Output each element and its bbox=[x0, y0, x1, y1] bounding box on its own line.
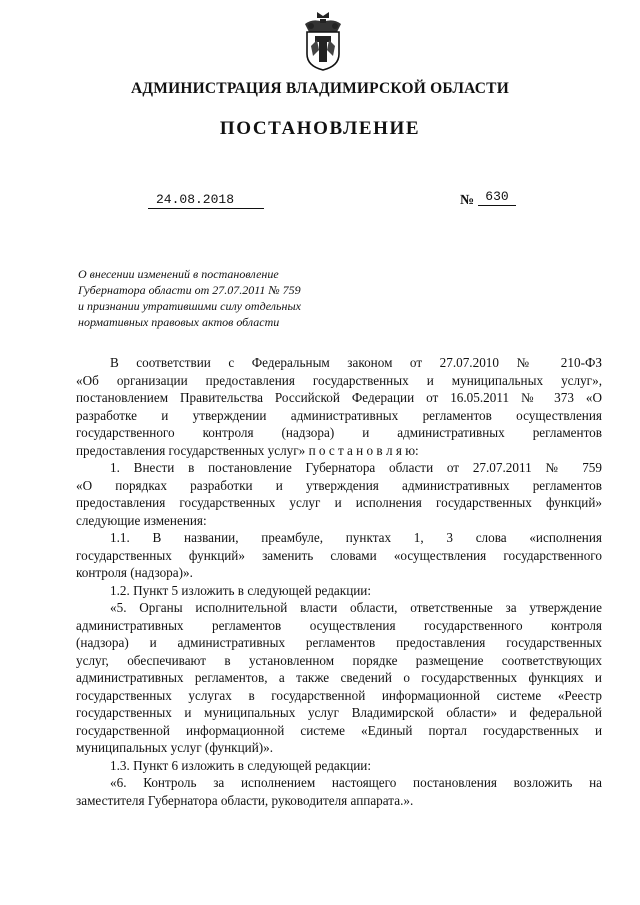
body-line bbox=[76, 442, 602, 460]
subject-line: О внесении изменений в постановление bbox=[78, 267, 279, 281]
document-subject bbox=[78, 266, 338, 330]
body-line: «Об организации предоставления государственных и муниципальных услуг», bbox=[76, 372, 602, 388]
body-line: (надзора) и административных регламентов предоставления государственных bbox=[76, 635, 602, 650]
body-line: административных регламентов, а также сведений о государственных функциях и bbox=[76, 670, 602, 685]
body-line: административных регламентов осуществления государственного контроля bbox=[76, 617, 602, 633]
body-line: предоставления государственных услуг и исполнения государственных функций» bbox=[76, 495, 602, 510]
number-label: № bbox=[460, 193, 475, 208]
body-line: услуг, обеспечивают в установленном порядке размещение соответствующих bbox=[76, 652, 602, 668]
body-line: 1. Внести в постановление Губернатора области от 27.07.2011 № 759 bbox=[110, 460, 602, 475]
body-line: государственных функций» заменить словами «осуществления государственного bbox=[76, 547, 602, 563]
subject-line: нормативных правовых актов области bbox=[78, 315, 280, 329]
body-line: государственных и муниципальных услуг Владимирской области» и федеральной bbox=[76, 705, 602, 720]
coat-of-arms-icon bbox=[301, 10, 345, 72]
body-text: предоставления государственных услуг» bbox=[76, 442, 306, 458]
body-line: 1.2. Пункт 5 изложить в следующей редакции: bbox=[110, 582, 372, 598]
body-line: «5. Органы исполнительной власти области, ответственные за утверждение bbox=[110, 600, 602, 615]
body-line: следующие изменения: bbox=[76, 512, 207, 528]
document-number: 630 bbox=[478, 189, 516, 206]
body-line: 1.1. В названии, преамбуле, пунктах 1, 3 слова «исполнения bbox=[110, 530, 602, 545]
document-body bbox=[76, 354, 602, 809]
body-line: 1.3. Пункт 6 изложить в следующей редакции: bbox=[110, 757, 372, 773]
body-line: «О порядках разработки и утверждения административных регламентов bbox=[76, 477, 602, 493]
body-line: государственного контроля (надзора) и административных регламентов bbox=[76, 425, 602, 440]
document-date: 24.08.2018 bbox=[148, 192, 264, 209]
organization-title: АДМИНИСТРАЦИЯ ВЛАДИМИРСКОЙ ОБЛАСТИ bbox=[131, 80, 509, 97]
subject-line: Губернатора области от 27.07.2011 № 759 bbox=[78, 283, 301, 297]
body-line: контроля (надзора)». bbox=[76, 565, 193, 580]
body-line: государственных услугах в государственной информационной системе «Реестр bbox=[76, 687, 602, 703]
body-line: муниципальных услуг (функций)». bbox=[76, 740, 274, 755]
body-line: «6. Контроль за исполнением настоящего постановления возложить на bbox=[110, 775, 602, 790]
body-line: заместителя Губернатора области, руководителя аппарата.». bbox=[76, 792, 414, 808]
body-line: разработке и утверждении административных регламентов осуществления bbox=[76, 407, 602, 423]
subject-line: и признании утратившими силу отдельных bbox=[78, 299, 301, 313]
body-line: постановлением Правительства Российской Федерации от 16.05.2011 № 373 «О bbox=[76, 390, 602, 405]
body-line: В соответствии с Федеральным законом от 27.07.2010 № 210-ФЗ bbox=[110, 355, 602, 370]
body-line: государственной информационной системе «Единый портал государственных и bbox=[76, 722, 602, 738]
document-type-title: ПОСТАНОВЛЕНИЕ bbox=[219, 118, 421, 139]
decree-word: п о с т а н о в л я ю: bbox=[308, 442, 419, 458]
